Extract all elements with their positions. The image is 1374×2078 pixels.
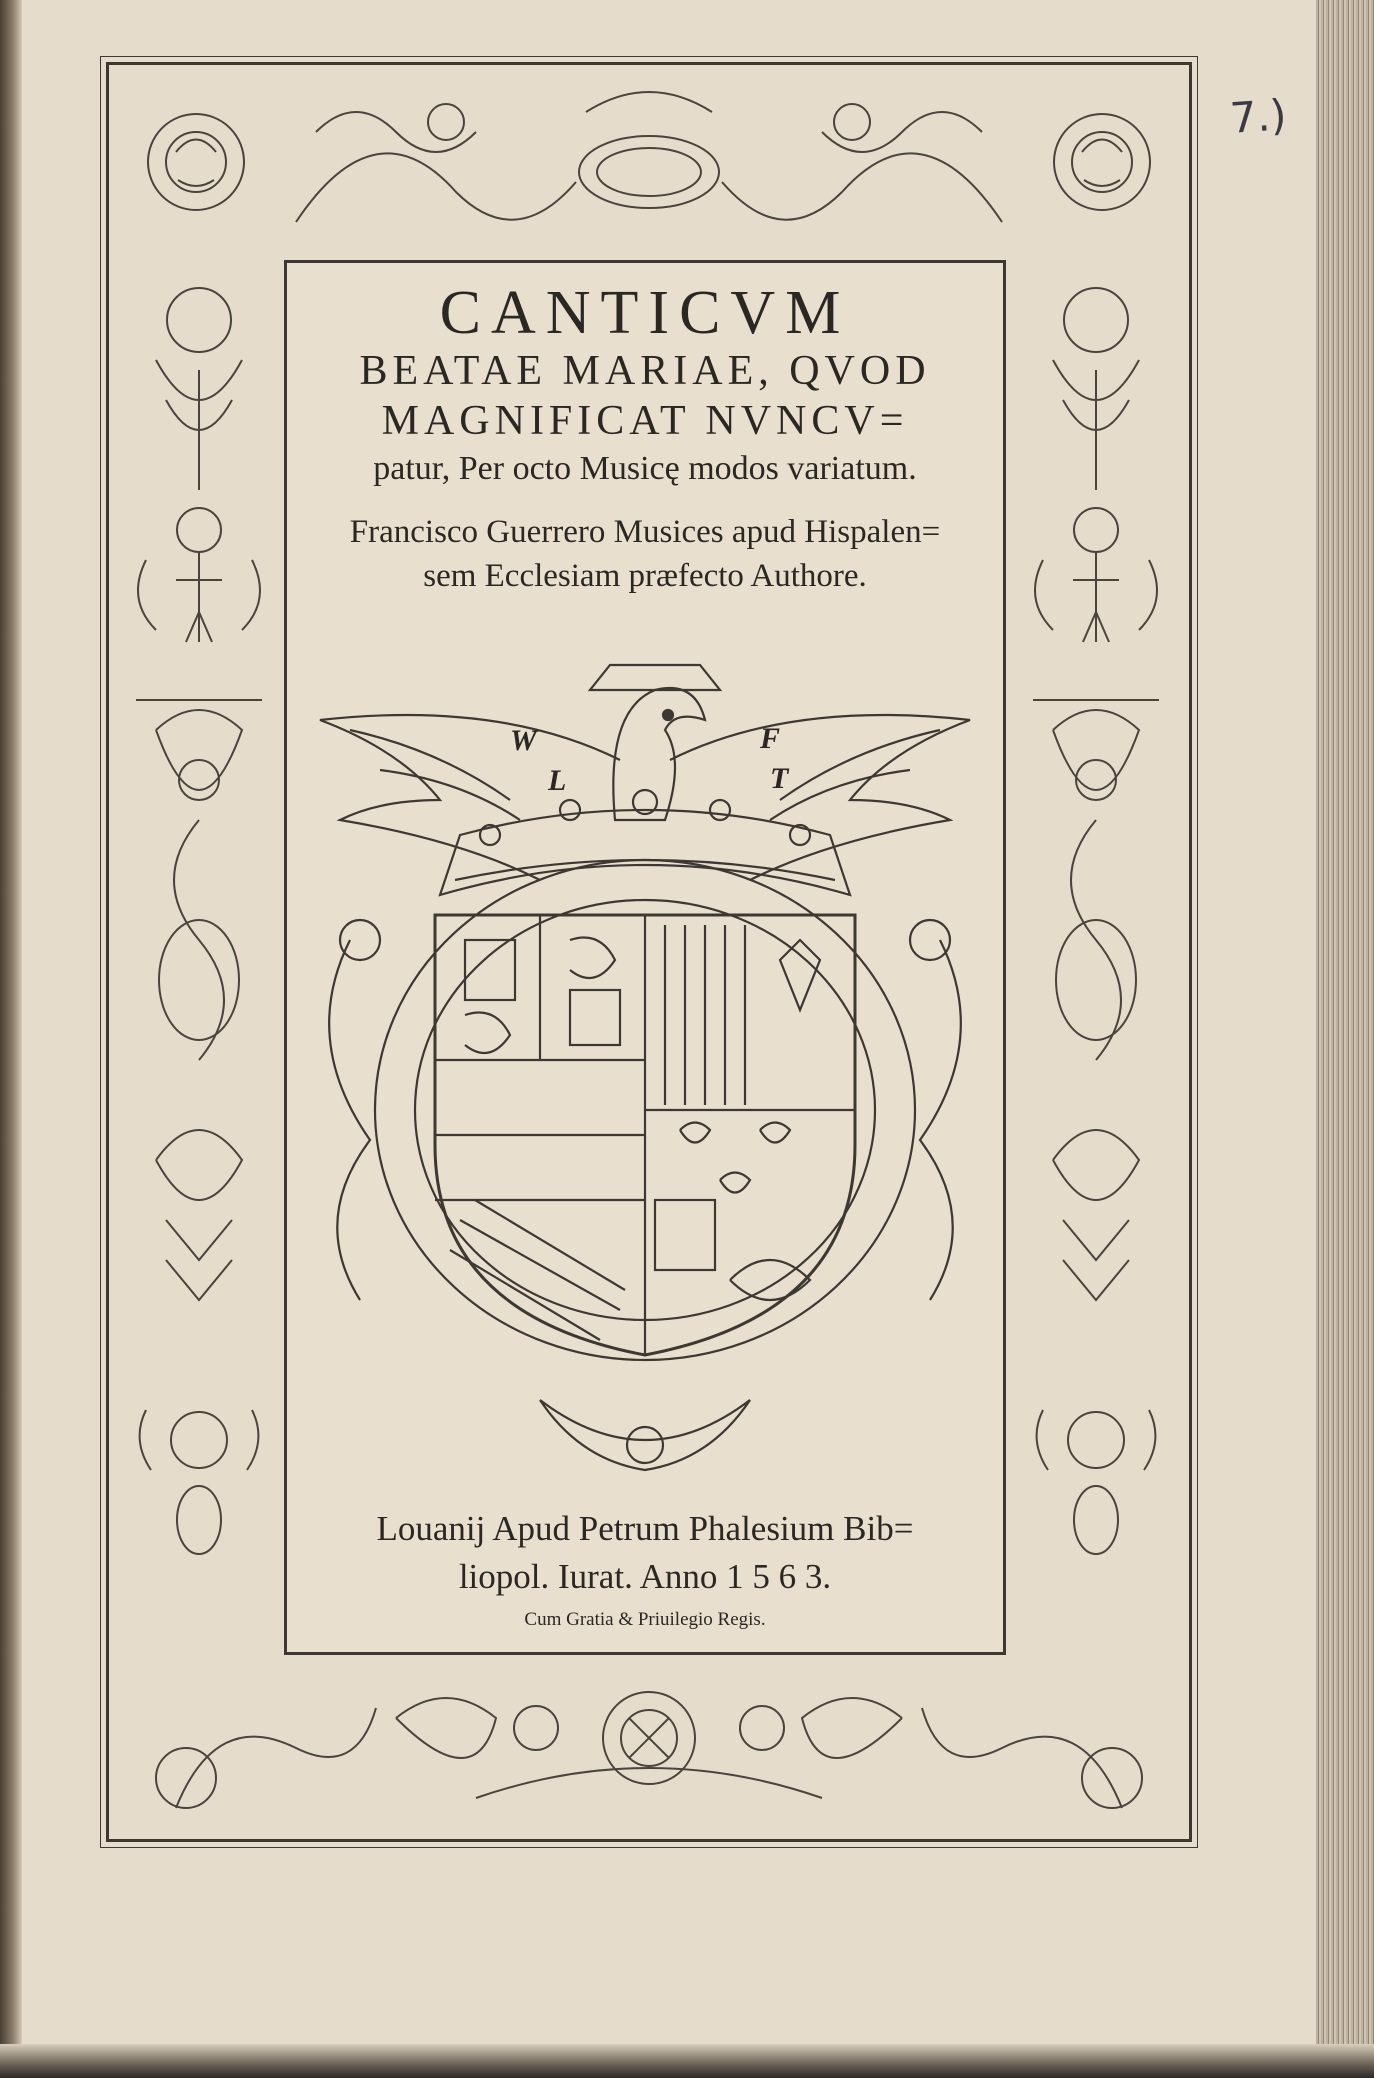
book-gutter [0,0,22,2078]
privilege-line: Cum Gratia & Priuilegio Regis. [524,1609,766,1630]
royal-coat-of-arms-icon [290,640,1000,1510]
page-fore-edge [1316,0,1374,2078]
title-line-1: CANTICVM [439,279,851,347]
folio-mark: 7.) [1228,90,1289,143]
title-line-2: BEATAE MARIAE, QVOD [359,348,931,394]
title-block [300,270,990,598]
left-ornament-icon [116,260,282,1655]
author-line-1: Francisco Guerrero Musices apud Hispalen= [349,514,941,550]
printer-mark-letter-w: W [510,724,537,757]
top-ornament-icon [116,72,1182,258]
title-line-4: patur, Per octo Musicę modos variatum. [373,450,917,487]
page-bottom-edge [0,2044,1374,2078]
bottom-ornament-icon [116,1658,1182,1834]
imprint-line-1: Louanij Apud Petrum Phalesium Bib= [376,1509,914,1548]
printer-mark-letter-t: T [770,762,789,795]
imprint-line-2: liopol. Iurat. Anno 1 5 6 3. [458,1557,832,1596]
author-line-2: sem Ecclesiam præfecto Authore. [423,558,867,594]
title-line-3: MAGNIFICAT NVNCV= [381,398,909,444]
printer-mark-letter-l: L [548,764,567,797]
imprint-block [300,1505,990,1637]
right-ornament-icon [1010,260,1182,1655]
printer-mark-letter-f: F [760,722,781,755]
